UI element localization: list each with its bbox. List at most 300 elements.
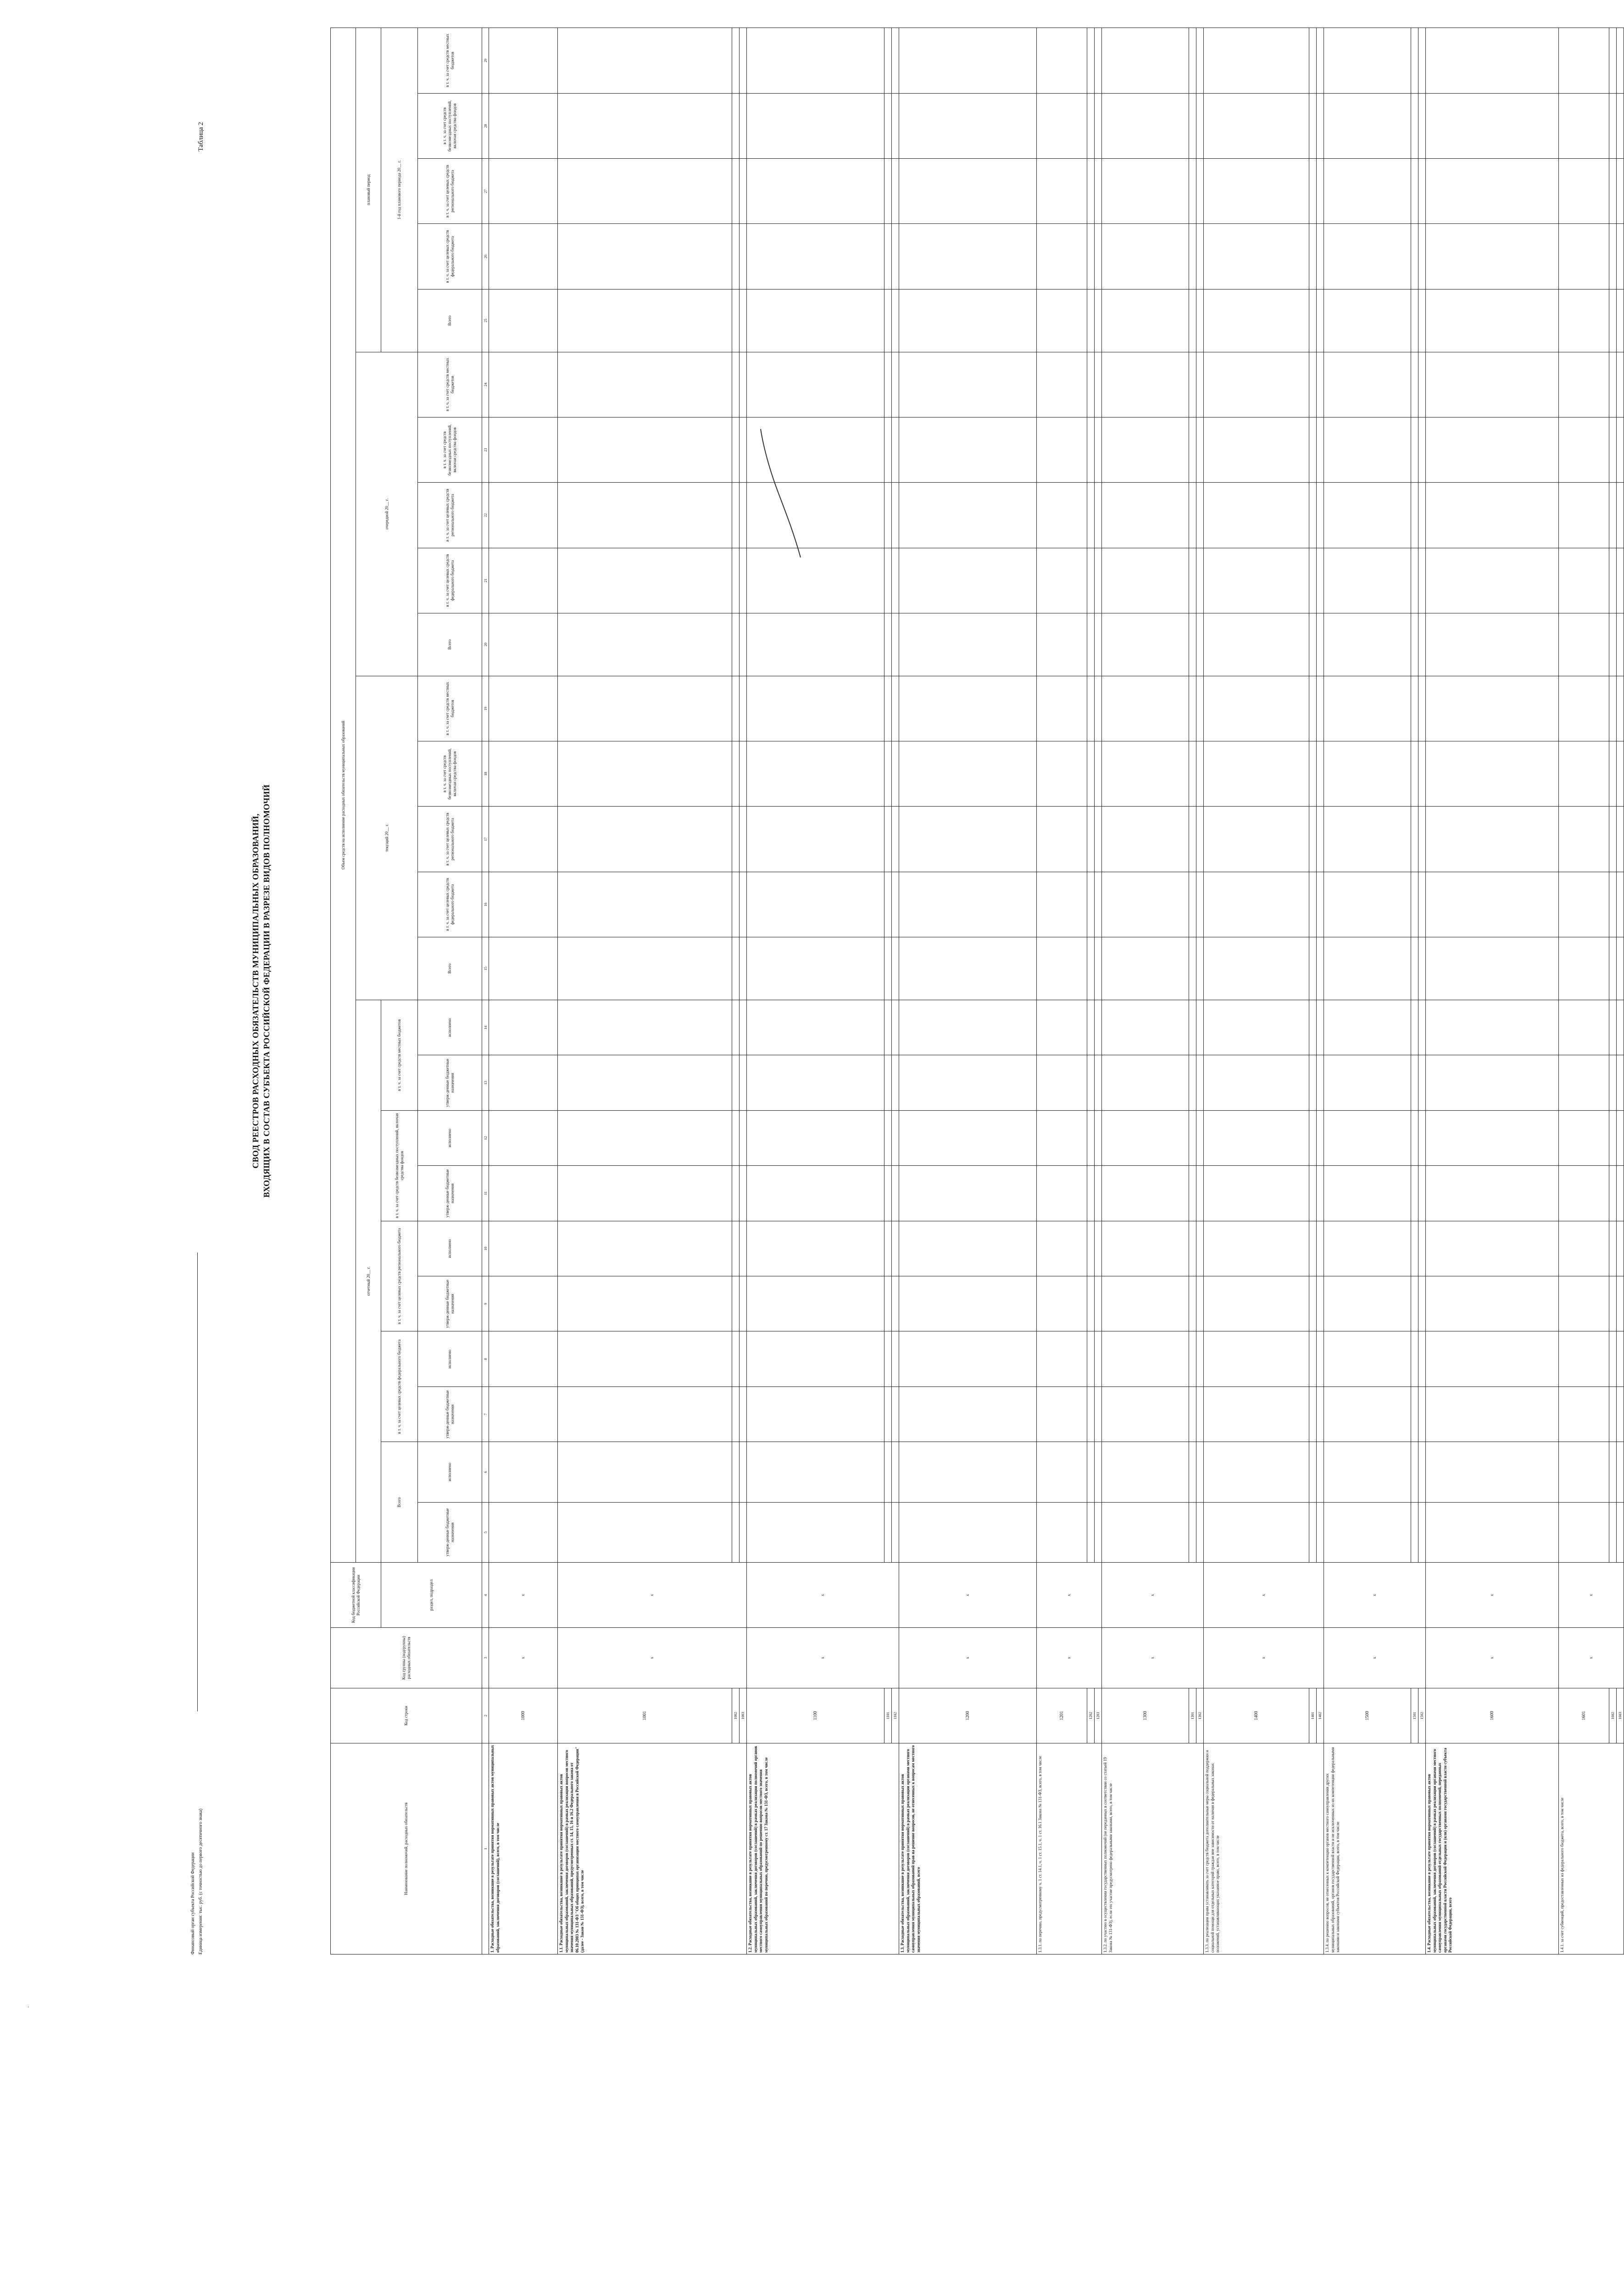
value-cell[interactable] — [1087, 872, 1095, 937]
value-cell[interactable] — [489, 1331, 558, 1386]
value-cell[interactable] — [1196, 1166, 1204, 1221]
value-cell[interactable] — [892, 1331, 899, 1386]
value-cell[interactable] — [558, 548, 732, 613]
value-cell[interactable] — [747, 741, 884, 807]
value-cell[interactable] — [1324, 1221, 1411, 1276]
value-cell[interactable] — [558, 1000, 732, 1055]
value-cell[interactable] — [1087, 1331, 1095, 1386]
value-cell[interactable] — [1204, 352, 1309, 417]
value-cell[interactable] — [1196, 872, 1204, 937]
value-cell[interactable] — [1617, 1276, 1624, 1331]
value-cell[interactable] — [1324, 1000, 1411, 1055]
value-cell[interactable] — [1324, 224, 1411, 289]
value-cell[interactable] — [892, 352, 899, 417]
value-cell[interactable] — [1418, 676, 1426, 741]
value-cell[interactable] — [1189, 1386, 1196, 1442]
value-cell[interactable] — [1609, 289, 1617, 352]
value-cell[interactable] — [558, 1055, 732, 1110]
value-cell[interactable] — [899, 1442, 1037, 1502]
value-cell[interactable] — [1095, 872, 1102, 937]
value-cell[interactable] — [1102, 937, 1189, 1000]
value-cell[interactable] — [1102, 872, 1189, 937]
value-cell[interactable] — [1102, 1331, 1189, 1386]
value-cell[interactable] — [1204, 548, 1309, 613]
value-cell[interactable] — [1204, 937, 1309, 1000]
value-cell[interactable] — [1559, 159, 1609, 224]
value-cell[interactable] — [740, 1055, 747, 1110]
value-cell[interactable] — [740, 1276, 747, 1331]
value-cell[interactable] — [1559, 289, 1609, 352]
value-cell[interactable] — [1087, 1110, 1095, 1165]
value-cell[interactable] — [899, 159, 1037, 224]
value-cell[interactable] — [740, 417, 747, 482]
value-cell[interactable] — [1617, 1110, 1624, 1165]
value-cell[interactable] — [747, 1166, 884, 1221]
value-cell[interactable] — [1426, 1276, 1559, 1331]
value-cell[interactable] — [1189, 1000, 1196, 1055]
value-cell[interactable] — [489, 159, 558, 224]
value-cell[interactable] — [1196, 28, 1204, 94]
value-cell[interactable] — [1426, 224, 1559, 289]
value-cell[interactable] — [1317, 1055, 1324, 1110]
value-cell[interactable] — [489, 289, 558, 352]
value-cell[interactable] — [747, 28, 884, 94]
value-cell[interactable] — [747, 676, 884, 741]
value-cell[interactable] — [1559, 741, 1609, 807]
value-cell[interactable] — [1559, 417, 1609, 482]
value-cell[interactable] — [489, 872, 558, 937]
value-cell[interactable] — [1324, 548, 1411, 613]
value-cell[interactable] — [740, 676, 747, 741]
value-cell[interactable] — [884, 1055, 892, 1110]
value-cell[interactable] — [1418, 1386, 1426, 1442]
value-cell[interactable] — [558, 289, 732, 352]
value-cell[interactable] — [1617, 159, 1624, 224]
value-cell[interactable] — [489, 1055, 558, 1110]
value-cell[interactable] — [1037, 224, 1087, 289]
value-cell[interactable] — [747, 289, 884, 352]
value-cell[interactable] — [740, 1166, 747, 1221]
value-cell[interactable] — [1037, 1331, 1087, 1386]
value-cell[interactable] — [732, 1442, 740, 1502]
value-cell[interactable] — [1411, 28, 1418, 94]
value-cell[interactable] — [1204, 1386, 1309, 1442]
value-cell[interactable] — [1189, 1055, 1196, 1110]
value-cell[interactable] — [1102, 1055, 1189, 1110]
value-cell[interactable] — [1204, 676, 1309, 741]
value-cell[interactable] — [892, 1442, 899, 1502]
value-cell[interactable] — [740, 1000, 747, 1055]
value-cell[interactable] — [740, 224, 747, 289]
value-cell[interactable] — [740, 872, 747, 937]
value-cell[interactable] — [1418, 807, 1426, 872]
value-cell[interactable] — [1426, 676, 1559, 741]
value-cell[interactable] — [1087, 352, 1095, 417]
value-cell[interactable] — [1087, 613, 1095, 676]
value-cell[interactable] — [732, 676, 740, 741]
value-cell[interactable] — [1102, 676, 1189, 741]
value-cell[interactable] — [1411, 1442, 1418, 1502]
value-cell[interactable] — [1095, 483, 1102, 548]
value-cell[interactable] — [1418, 1000, 1426, 1055]
value-cell[interactable] — [1426, 1055, 1559, 1110]
value-cell[interactable] — [1309, 937, 1317, 1000]
value-cell[interactable] — [1037, 613, 1087, 676]
value-cell[interactable] — [1411, 1386, 1418, 1442]
value-cell[interactable] — [1411, 1331, 1418, 1386]
value-cell[interactable] — [899, 1221, 1037, 1276]
value-cell[interactable] — [740, 483, 747, 548]
value-cell[interactable] — [884, 807, 892, 872]
value-cell[interactable] — [892, 1386, 899, 1442]
value-cell[interactable] — [1426, 1386, 1559, 1442]
value-cell[interactable] — [1609, 548, 1617, 613]
value-cell[interactable] — [1418, 1502, 1426, 1562]
value-cell[interactable] — [1324, 872, 1411, 937]
value-cell[interactable] — [1609, 807, 1617, 872]
value-cell[interactable] — [1087, 937, 1095, 1000]
value-cell[interactable] — [740, 613, 747, 676]
value-cell[interactable] — [1309, 1442, 1317, 1502]
value-cell[interactable] — [1324, 613, 1411, 676]
value-cell[interactable] — [1095, 613, 1102, 676]
value-cell[interactable] — [1037, 1502, 1087, 1562]
value-cell[interactable] — [1559, 1166, 1609, 1221]
value-cell[interactable] — [1189, 1110, 1196, 1165]
value-cell[interactable] — [1324, 289, 1411, 352]
value-cell[interactable] — [1189, 417, 1196, 482]
value-cell[interactable] — [1189, 159, 1196, 224]
value-cell[interactable] — [1189, 937, 1196, 1000]
value-cell[interactable] — [732, 224, 740, 289]
value-cell[interactable] — [1411, 872, 1418, 937]
value-cell[interactable] — [1426, 807, 1559, 872]
value-cell[interactable] — [1309, 676, 1317, 741]
value-cell[interactable] — [1196, 1442, 1204, 1502]
value-cell[interactable] — [1196, 676, 1204, 741]
value-cell[interactable] — [1609, 1276, 1617, 1331]
value-cell[interactable] — [1102, 289, 1189, 352]
value-cell[interactable] — [1324, 93, 1411, 158]
value-cell[interactable] — [740, 28, 747, 94]
value-cell[interactable] — [899, 28, 1037, 94]
value-cell[interactable] — [1426, 1502, 1559, 1562]
value-cell[interactable] — [899, 937, 1037, 1000]
value-cell[interactable] — [1317, 676, 1324, 741]
value-cell[interactable] — [1411, 676, 1418, 741]
value-cell[interactable] — [899, 613, 1037, 676]
value-cell[interactable] — [1102, 1000, 1189, 1055]
value-cell[interactable] — [892, 28, 899, 94]
value-cell[interactable] — [1204, 1110, 1309, 1165]
value-cell[interactable] — [884, 1221, 892, 1276]
value-cell[interactable] — [1324, 1442, 1411, 1502]
value-cell[interactable] — [1189, 1276, 1196, 1331]
value-cell[interactable] — [1095, 1055, 1102, 1110]
value-cell[interactable] — [558, 1502, 732, 1562]
value-cell[interactable] — [489, 93, 558, 158]
value-cell[interactable] — [1095, 676, 1102, 741]
value-cell[interactable] — [884, 352, 892, 417]
value-cell[interactable] — [1617, 1055, 1624, 1110]
value-cell[interactable] — [558, 676, 732, 741]
value-cell[interactable] — [892, 548, 899, 613]
value-cell[interactable] — [899, 93, 1037, 158]
value-cell[interactable] — [489, 807, 558, 872]
value-cell[interactable] — [1609, 1331, 1617, 1386]
value-cell[interactable] — [1559, 1221, 1609, 1276]
value-cell[interactable] — [884, 1110, 892, 1165]
value-cell[interactable] — [1317, 93, 1324, 158]
value-cell[interactable] — [1617, 352, 1624, 417]
value-cell[interactable] — [558, 483, 732, 548]
value-cell[interactable] — [899, 1055, 1037, 1110]
value-cell[interactable] — [1324, 937, 1411, 1000]
value-cell[interactable] — [1309, 807, 1317, 872]
value-cell[interactable] — [489, 1166, 558, 1221]
value-cell[interactable] — [1559, 807, 1609, 872]
value-cell[interactable] — [1196, 807, 1204, 872]
value-cell[interactable] — [747, 807, 884, 872]
value-cell[interactable] — [747, 1502, 884, 1562]
value-cell[interactable] — [1418, 93, 1426, 158]
value-cell[interactable] — [1317, 807, 1324, 872]
value-cell[interactable] — [1196, 224, 1204, 289]
value-cell[interactable] — [892, 676, 899, 741]
value-cell[interactable] — [1609, 741, 1617, 807]
value-cell[interactable] — [1426, 548, 1559, 613]
value-cell[interactable] — [732, 1166, 740, 1221]
value-cell[interactable] — [884, 1276, 892, 1331]
value-cell[interactable] — [1037, 28, 1087, 94]
value-cell[interactable] — [1309, 352, 1317, 417]
value-cell[interactable] — [1317, 483, 1324, 548]
value-cell[interactable] — [1087, 1442, 1095, 1502]
value-cell[interactable] — [884, 1502, 892, 1562]
value-cell[interactable] — [1102, 613, 1189, 676]
value-cell[interactable] — [1189, 224, 1196, 289]
value-cell[interactable] — [1037, 1166, 1087, 1221]
value-cell[interactable] — [747, 872, 884, 937]
value-cell[interactable] — [1095, 741, 1102, 807]
value-cell[interactable] — [1189, 1442, 1196, 1502]
value-cell[interactable] — [1559, 937, 1609, 1000]
value-cell[interactable] — [1309, 741, 1317, 807]
value-cell[interactable] — [1309, 417, 1317, 482]
value-cell[interactable] — [899, 1110, 1037, 1165]
value-cell[interactable] — [1204, 1055, 1309, 1110]
value-cell[interactable] — [1102, 1386, 1189, 1442]
value-cell[interactable] — [1324, 1502, 1411, 1562]
value-cell[interactable] — [1087, 676, 1095, 741]
value-cell[interactable] — [899, 1386, 1037, 1442]
value-cell[interactable] — [747, 93, 884, 158]
value-cell[interactable] — [1609, 352, 1617, 417]
value-cell[interactable] — [1324, 807, 1411, 872]
value-cell[interactable] — [1559, 93, 1609, 158]
value-cell[interactable] — [1309, 1386, 1317, 1442]
value-cell[interactable] — [1559, 1331, 1609, 1386]
value-cell[interactable] — [1102, 483, 1189, 548]
value-cell[interactable] — [1196, 1502, 1204, 1562]
value-cell[interactable] — [1196, 93, 1204, 158]
value-cell[interactable] — [892, 1055, 899, 1110]
value-cell[interactable] — [1559, 1502, 1609, 1562]
value-cell[interactable] — [1317, 1000, 1324, 1055]
value-cell[interactable] — [489, 1386, 558, 1442]
value-cell[interactable] — [558, 872, 732, 937]
value-cell[interactable] — [1617, 548, 1624, 613]
value-cell[interactable] — [747, 937, 884, 1000]
value-cell[interactable] — [1324, 676, 1411, 741]
value-cell[interactable] — [884, 417, 892, 482]
value-cell[interactable] — [892, 872, 899, 937]
value-cell[interactable] — [884, 224, 892, 289]
value-cell[interactable] — [1411, 417, 1418, 482]
value-cell[interactable] — [1095, 1276, 1102, 1331]
value-cell[interactable] — [1559, 1110, 1609, 1165]
value-cell[interactable] — [1418, 1110, 1426, 1165]
value-cell[interactable] — [1037, 1055, 1087, 1110]
value-cell[interactable] — [1309, 1331, 1317, 1386]
value-cell[interactable] — [732, 352, 740, 417]
value-cell[interactable] — [899, 1502, 1037, 1562]
value-cell[interactable] — [1189, 1502, 1196, 1562]
value-cell[interactable] — [1204, 289, 1309, 352]
value-cell[interactable] — [1411, 1502, 1418, 1562]
value-cell[interactable] — [1037, 1000, 1087, 1055]
value-cell[interactable] — [1102, 159, 1189, 224]
value-cell[interactable] — [1095, 1331, 1102, 1386]
value-cell[interactable] — [732, 93, 740, 158]
value-cell[interactable] — [892, 1166, 899, 1221]
value-cell[interactable] — [1617, 807, 1624, 872]
value-cell[interactable] — [558, 352, 732, 417]
value-cell[interactable] — [1189, 1166, 1196, 1221]
value-cell[interactable] — [1324, 483, 1411, 548]
value-cell[interactable] — [1189, 676, 1196, 741]
value-cell[interactable] — [1426, 289, 1559, 352]
value-cell[interactable] — [1317, 224, 1324, 289]
value-cell[interactable] — [1559, 1386, 1609, 1442]
value-cell[interactable] — [1309, 1166, 1317, 1221]
value-cell[interactable] — [1204, 483, 1309, 548]
value-cell[interactable] — [1037, 483, 1087, 548]
value-cell[interactable] — [899, 1331, 1037, 1386]
value-cell[interactable] — [1609, 224, 1617, 289]
value-cell[interactable] — [1418, 28, 1426, 94]
value-cell[interactable] — [1324, 1166, 1411, 1221]
value-cell[interactable] — [1609, 93, 1617, 158]
value-cell[interactable] — [1037, 741, 1087, 807]
value-cell[interactable] — [1617, 937, 1624, 1000]
value-cell[interactable] — [1095, 224, 1102, 289]
value-cell[interactable] — [1095, 807, 1102, 872]
value-cell[interactable] — [1426, 741, 1559, 807]
value-cell[interactable] — [1559, 1000, 1609, 1055]
value-cell[interactable] — [884, 872, 892, 937]
value-cell[interactable] — [892, 1276, 899, 1331]
value-cell[interactable] — [1324, 741, 1411, 807]
value-cell[interactable] — [489, 224, 558, 289]
value-cell[interactable] — [1317, 741, 1324, 807]
value-cell[interactable] — [1037, 159, 1087, 224]
value-cell[interactable] — [1324, 352, 1411, 417]
value-cell[interactable] — [489, 417, 558, 482]
value-cell[interactable] — [1559, 352, 1609, 417]
value-cell[interactable] — [558, 159, 732, 224]
value-cell[interactable] — [732, 937, 740, 1000]
value-cell[interactable] — [1317, 352, 1324, 417]
value-cell[interactable] — [892, 1110, 899, 1165]
value-cell[interactable] — [884, 1442, 892, 1502]
value-cell[interactable] — [732, 1502, 740, 1562]
value-cell[interactable] — [892, 937, 899, 1000]
value-cell[interactable] — [1426, 28, 1559, 94]
value-cell[interactable] — [489, 1442, 558, 1502]
value-cell[interactable] — [1196, 417, 1204, 482]
value-cell[interactable] — [1609, 937, 1617, 1000]
value-cell[interactable] — [1559, 1442, 1609, 1502]
value-cell[interactable] — [1204, 1166, 1309, 1221]
value-cell[interactable] — [1317, 1442, 1324, 1502]
value-cell[interactable] — [1411, 613, 1418, 676]
value-cell[interactable] — [747, 1221, 884, 1276]
value-cell[interactable] — [558, 224, 732, 289]
value-cell[interactable] — [1196, 1000, 1204, 1055]
value-cell[interactable] — [1037, 548, 1087, 613]
value-cell[interactable] — [884, 676, 892, 741]
value-cell[interactable] — [1411, 1000, 1418, 1055]
value-cell[interactable] — [1317, 1502, 1324, 1562]
value-cell[interactable] — [899, 676, 1037, 741]
value-cell[interactable] — [884, 741, 892, 807]
value-cell[interactable] — [1189, 613, 1196, 676]
value-cell[interactable] — [1609, 1055, 1617, 1110]
value-cell[interactable] — [1324, 1331, 1411, 1386]
value-cell[interactable] — [1087, 1276, 1095, 1331]
value-cell[interactable] — [558, 741, 732, 807]
value-cell[interactable] — [1411, 224, 1418, 289]
value-cell[interactable] — [1559, 483, 1609, 548]
value-cell[interactable] — [1095, 289, 1102, 352]
value-cell[interactable] — [884, 28, 892, 94]
value-cell[interactable] — [1309, 548, 1317, 613]
value-cell[interactable] — [1102, 1442, 1189, 1502]
value-cell[interactable] — [1317, 159, 1324, 224]
value-cell[interactable] — [1418, 289, 1426, 352]
value-cell[interactable] — [1609, 872, 1617, 937]
value-cell[interactable] — [1102, 807, 1189, 872]
value-cell[interactable] — [1609, 1110, 1617, 1165]
value-cell[interactable] — [1317, 613, 1324, 676]
value-cell[interactable] — [489, 613, 558, 676]
value-cell[interactable] — [1309, 28, 1317, 94]
value-cell[interactable] — [740, 93, 747, 158]
value-cell[interactable] — [892, 483, 899, 548]
value-cell[interactable] — [1196, 613, 1204, 676]
value-cell[interactable] — [740, 1110, 747, 1165]
value-cell[interactable] — [1204, 1000, 1309, 1055]
value-cell[interactable] — [732, 807, 740, 872]
value-cell[interactable] — [1559, 28, 1609, 94]
value-cell[interactable] — [1087, 289, 1095, 352]
value-cell[interactable] — [489, 1000, 558, 1055]
value-cell[interactable] — [1102, 1166, 1189, 1221]
value-cell[interactable] — [1189, 872, 1196, 937]
value-cell[interactable] — [1426, 1331, 1559, 1386]
value-cell[interactable] — [892, 159, 899, 224]
